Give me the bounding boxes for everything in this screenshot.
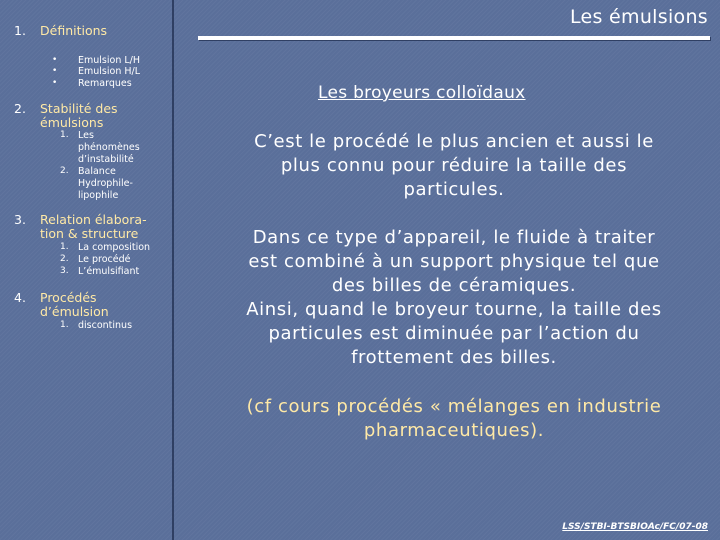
paragraph-description-line-6: frottement des billes. <box>351 347 557 368</box>
bullet-icon: • <box>52 66 58 76</box>
title-underline-bar <box>198 36 710 40</box>
section-2-number: 2. <box>14 101 26 116</box>
paragraph-description-line-4: Ainsi, quand le broyeur tourne, la taille des <box>246 299 662 320</box>
section-3-title-line-1[interactable]: Relation élabora- <box>40 212 147 227</box>
paragraph-intro-line-1: C’est le procédé le plus ancien et aussi le <box>254 131 654 152</box>
bullet-icon: • <box>52 55 58 65</box>
section-4-title-line-1[interactable]: Procédés <box>40 290 97 305</box>
section-2-item-1-line-2[interactable]: phénomènes <box>78 142 140 153</box>
section-4-item-1-number: 1. <box>60 320 69 330</box>
paragraph-intro <box>198 130 710 202</box>
paragraph-description-line-5: particules est diminuée par l’action du <box>268 323 640 344</box>
section-3-item-2-number: 2. <box>60 254 69 264</box>
section-2-item-1-number: 1. <box>60 130 69 140</box>
paragraph-description-line-1: Dans ce type d’appareil, le fluide à traiter <box>252 227 656 248</box>
section-2-item-2-line-3[interactable]: lipophile <box>78 190 119 201</box>
section-2-item-2-number: 2. <box>60 166 69 176</box>
paragraph-reference <box>198 395 710 443</box>
section-3-item-3[interactable]: L’émulsifiant <box>78 266 140 277</box>
paragraph-description <box>198 226 710 370</box>
paragraph-reference-line-2: pharmaceutiques). <box>363 420 545 441</box>
section-3-item-3-number: 3. <box>60 266 69 276</box>
section-2-item-2-line-2[interactable]: Hydrophile- <box>78 178 133 189</box>
section-4-title-line-2[interactable]: d’émulsion <box>40 304 109 319</box>
slide-title: Les émulsions <box>569 6 708 28</box>
paragraph-description-line-3: des billes de céramiques. <box>331 275 577 296</box>
section-2-title-line-2[interactable]: émulsions <box>40 115 104 130</box>
paragraph-reference-line-1: (cf cours procédés « mélanges en industrie <box>246 396 662 417</box>
section-1-item-2[interactable]: Emulsion H/L <box>78 66 140 77</box>
section-4-number: 4. <box>14 290 26 305</box>
section-3-title-line-2[interactable]: tion & structure <box>40 226 139 241</box>
paragraph-intro-line-3: particules. <box>403 179 505 200</box>
section-2-item-1-line-1[interactable]: Les <box>78 130 94 141</box>
section-2-title-line-1[interactable]: Stabilité des <box>40 101 118 116</box>
section-1-item-1[interactable]: Emulsion L/H <box>78 55 140 66</box>
section-1-title[interactable]: Définitions <box>40 23 108 38</box>
paragraph-description-line-2: est combiné à un support physique tel que <box>248 251 660 272</box>
footer-reference: LSS/STBI-BTSBIOAc/FC/07-08 <box>562 522 708 532</box>
section-2-item-2-line-1[interactable]: Balance <box>78 166 116 177</box>
slide-subtitle: Les broyeurs colloïdaux <box>318 83 526 103</box>
section-4-item-1[interactable]: discontinus <box>78 320 133 331</box>
section-1-item-3[interactable]: Remarques <box>78 78 132 89</box>
bullet-icon: • <box>52 78 58 88</box>
paragraph-intro-line-2: plus connu pour réduire la taille des <box>280 155 628 176</box>
section-3-number: 3. <box>14 212 26 227</box>
section-1-number: 1. <box>14 23 26 38</box>
section-3-item-1[interactable]: La composition <box>78 242 151 253</box>
outline-sidebar <box>0 0 174 540</box>
section-3-item-1-number: 1. <box>60 242 69 252</box>
section-2-item-1-line-3[interactable]: d’instabilité <box>78 154 134 165</box>
section-3-item-2[interactable]: Le procédé <box>78 254 131 265</box>
